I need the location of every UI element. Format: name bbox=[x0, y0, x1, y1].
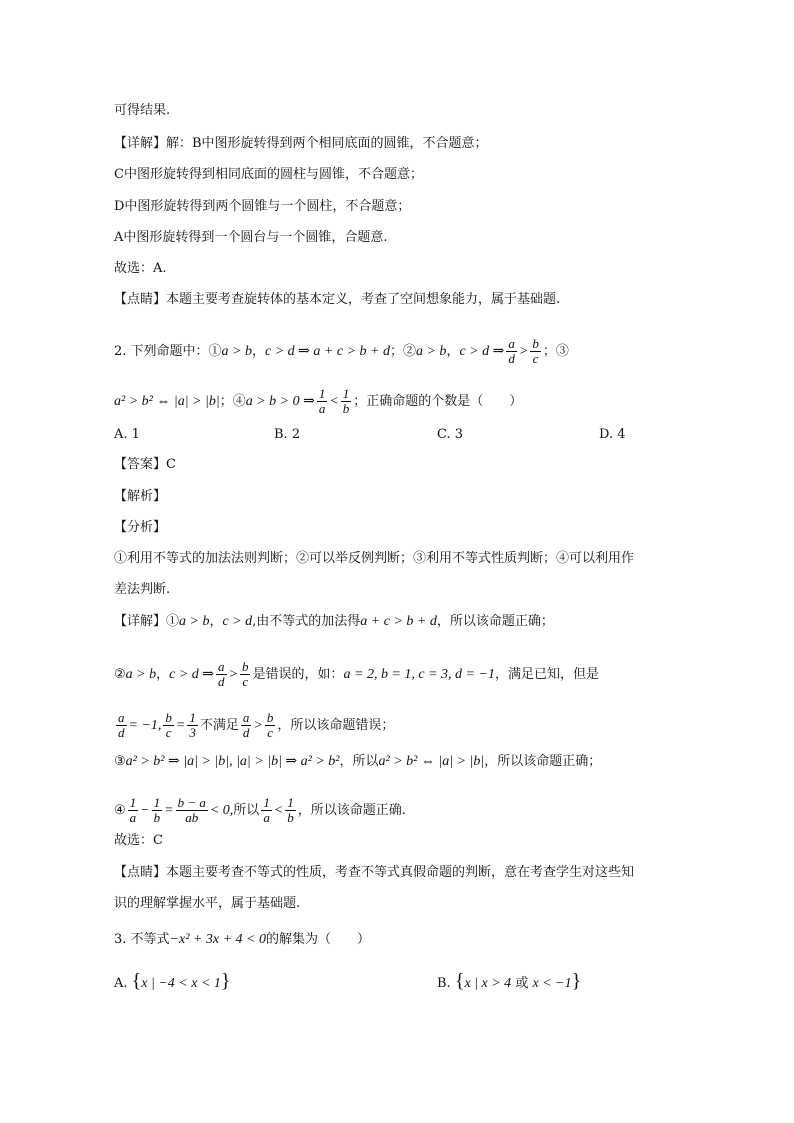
math: a + c > b + d bbox=[360, 614, 437, 629]
fraction: $\frac{a}{d}$ bbox=[118, 710, 125, 740]
fraction: $\frac{1}{b}$ bbox=[287, 795, 294, 825]
text: ， bbox=[156, 666, 170, 682]
text: 2. 下列命题中：① bbox=[114, 343, 222, 359]
fraction: $\frac{b}{c}$ bbox=[241, 659, 249, 689]
section-fenxi: 【分析】 bbox=[114, 520, 167, 535]
option-label: A. bbox=[114, 976, 128, 991]
math: > bbox=[228, 666, 238, 682]
text-line: D中图形旋转得到两个圆锥与一个圆柱，不合题意； bbox=[114, 199, 411, 214]
math: x < −1} bbox=[532, 970, 582, 992]
question-2-line-1 bbox=[114, 337, 694, 366]
question-2-line-2 bbox=[114, 387, 694, 416]
text-line: ①利用不等式的加法法则判断；②可以举反例判断；③利用不等式性质判断；④可以利用作 bbox=[114, 551, 635, 566]
math: = bbox=[175, 717, 186, 733]
math: c > d ⇒ a + c > b + d bbox=[265, 343, 390, 359]
text-line: 可得结果. bbox=[114, 103, 171, 118]
text: 是错误的，如： bbox=[252, 666, 344, 682]
option-a: A. 1 bbox=[114, 427, 140, 442]
math: a > b bbox=[125, 666, 157, 682]
text: ,由不等式的加法得 bbox=[252, 614, 361, 629]
text: ③ bbox=[114, 754, 126, 769]
math: a > b bbox=[415, 343, 447, 359]
option-b: B. 2 bbox=[274, 427, 301, 442]
text-line: A中图形旋转得到一个圆台与一个圆锥，合题意. bbox=[114, 230, 388, 245]
math: < bbox=[329, 393, 339, 409]
math: a > b bbox=[179, 614, 210, 629]
math: a² > b² ⇒ |a| > |b|, |a| > |b| ⇒ a² > b² bbox=[125, 754, 340, 769]
math: > bbox=[253, 717, 263, 733]
text-line: 【点睛】本题主要考查不等式的性质，考查不等式真假命题的判断，意在考查学生对这些知 bbox=[114, 865, 635, 880]
fraction: $\frac{1}{3}$ bbox=[189, 710, 196, 740]
math: < bbox=[273, 802, 284, 818]
text: ， bbox=[252, 343, 266, 359]
text-line: 【点睛】本题主要考查旋转体的基本定义，考查了空间想象能力，属于基础题. bbox=[114, 292, 561, 307]
math: {x | x > 4 bbox=[454, 970, 512, 992]
detail-line-5 bbox=[114, 796, 694, 825]
fraction: $\frac{a}{d}$ bbox=[242, 710, 250, 740]
option-b bbox=[437, 970, 582, 992]
fraction: $\frac{b}{c}$ bbox=[266, 710, 274, 740]
detail-line-2 bbox=[114, 660, 694, 689]
text-line: 故选：A. bbox=[114, 261, 167, 276]
answer: 【答案】C bbox=[114, 457, 176, 472]
text: ；② bbox=[389, 343, 416, 359]
fraction: $\frac{b}{c}$ bbox=[165, 710, 172, 740]
text-line: 【详解】解：B中图形旋转得到两个相同底面的圆锥，不合题意； bbox=[114, 136, 488, 151]
fraction: $\frac{b - a}{ab}$ bbox=[177, 795, 206, 825]
text: ，所以 bbox=[339, 754, 379, 769]
text-line: C中图形旋转得到相同底面的圆柱与圆锥，不合题意； bbox=[114, 167, 423, 182]
math: c > d ⇒ bbox=[459, 343, 505, 359]
section-jiexi: 【解析】 bbox=[114, 489, 167, 504]
text: ， bbox=[209, 614, 223, 629]
option-label: B. bbox=[437, 976, 451, 991]
fraction: $\frac{1}{b}$ bbox=[342, 386, 350, 416]
text: 的解集为（ ） bbox=[265, 932, 370, 947]
text: 不满足 bbox=[199, 717, 239, 733]
option-d: D. 4 bbox=[599, 427, 626, 442]
math: a² > b² ⇔ |a| > |b| bbox=[378, 754, 485, 769]
fraction: $\frac{1}{b}$ bbox=[153, 795, 161, 825]
text: ；正确命题的个数是（ ） bbox=[353, 393, 523, 409]
math: < 0, bbox=[209, 802, 234, 818]
fraction: $\frac{b}{c}$ bbox=[532, 336, 539, 366]
question-3 bbox=[114, 932, 694, 948]
option-c: C. 3 bbox=[437, 427, 464, 442]
text: ， bbox=[446, 343, 460, 359]
fraction: $\frac{1}{a}$ bbox=[318, 386, 326, 416]
math: − bbox=[140, 802, 150, 818]
text: ，所以该命题错误； bbox=[277, 717, 395, 733]
math: = −1, bbox=[128, 717, 162, 733]
text: 【详解】① bbox=[114, 614, 180, 629]
text: ；③ bbox=[542, 343, 569, 359]
math: a > b bbox=[221, 343, 252, 359]
math: {x | −4 < x < 1} bbox=[131, 970, 231, 992]
math: −x² + 3x + 4 < 0 bbox=[169, 932, 266, 947]
text: ④ bbox=[114, 802, 126, 818]
text: ，满足已知，但是 bbox=[494, 666, 599, 682]
text: ② bbox=[114, 666, 126, 682]
math: = bbox=[164, 802, 174, 818]
text: ，所以该命题正确； bbox=[436, 614, 554, 629]
text: ，所以该命题正确； bbox=[484, 754, 602, 769]
math: a = 2, b = 1, c = 3, d = −1 bbox=[343, 666, 495, 682]
detail-line-4 bbox=[114, 754, 694, 770]
text: 所以 bbox=[233, 802, 260, 818]
fraction: $\frac{1}{a}$ bbox=[129, 795, 137, 825]
text: 3. 不等式 bbox=[114, 932, 170, 947]
text: ；④ bbox=[219, 393, 246, 409]
text-line: 差法判断. bbox=[114, 582, 171, 597]
text: ，所以该命题正确. bbox=[297, 802, 406, 818]
fraction: $\frac{a}{d}$ bbox=[218, 659, 225, 689]
detail-line-3 bbox=[114, 711, 694, 740]
fraction: $\frac{1}{a}$ bbox=[263, 795, 270, 825]
math: a > b > 0 ⇒ bbox=[245, 393, 315, 409]
detail-line-1 bbox=[114, 614, 694, 630]
text-line: 故选：C bbox=[114, 833, 163, 848]
math: c > d ⇒ bbox=[169, 666, 215, 682]
text-line: 识的理解掌握水平，属于基础题. bbox=[114, 896, 301, 911]
math: > bbox=[518, 343, 529, 359]
fraction: $\frac{a}{d}$ bbox=[508, 336, 515, 366]
text: 或 bbox=[515, 976, 529, 991]
math: c > d bbox=[222, 614, 253, 629]
math: a² > b² ⇔ |a| > |b| bbox=[114, 393, 220, 409]
option-a bbox=[114, 970, 231, 992]
